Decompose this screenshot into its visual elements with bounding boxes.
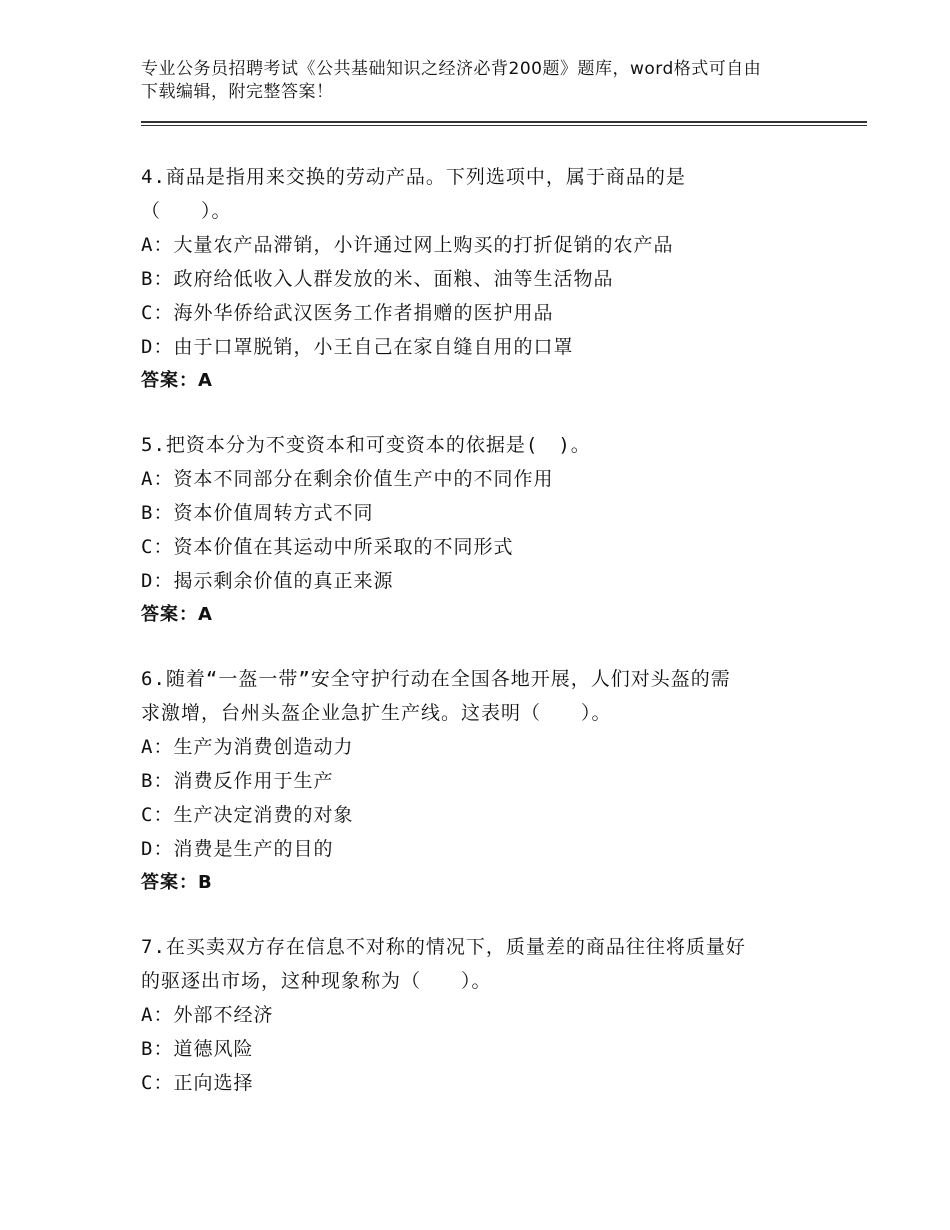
question-block	[141, 930, 821, 1100]
answer-key: 答案：A	[141, 604, 213, 625]
question-block	[141, 428, 821, 632]
answer-option: A：生产为消费创造动力	[141, 736, 354, 758]
answer-option: B：资本价值周转方式不同	[141, 502, 374, 524]
answer-option: B：政府给低收入人群发放的米、面粮、油等生活物品	[141, 268, 614, 290]
answer-option: A：外部不经济	[141, 1004, 274, 1026]
document-header	[141, 58, 811, 104]
answer-option: B：消费反作用于生产	[141, 770, 334, 792]
question-block	[141, 662, 821, 900]
question-list	[141, 160, 821, 1130]
question-stem: 5.把资本分为不变资本和可变资本的依据是( )。	[141, 434, 591, 456]
answer-option: A：大量农产品滞销，小许通过网上购买的打折促销的农产品	[141, 234, 674, 256]
answer-key: 答案：A	[141, 370, 213, 391]
question-stem: （ ）。	[141, 200, 232, 222]
answer-option: C：海外华侨给武汉医务工作者捐赠的医护用品	[141, 302, 554, 324]
header-line-1: 专业公务员招聘考试《公共基础知识之经济必背200题》题库，word格式可自由	[141, 59, 762, 79]
question-block	[141, 160, 821, 398]
question-stem: 的驱逐出市场，这种现象称为（ ）。	[141, 970, 492, 992]
answer-option: D：揭示剩余价值的真正来源	[141, 570, 394, 592]
answer-option: C：资本价值在其运动中所采取的不同形式	[141, 536, 514, 558]
question-stem: 4.商品是指用来交换的劳动产品。下列选项中，属于商品的是	[141, 166, 686, 188]
answer-option: D：由于口罩脱销，小王自己在家自缝自用的口罩	[141, 336, 574, 358]
header-divider-thin	[141, 125, 867, 126]
answer-option: B：道德风险	[141, 1038, 254, 1060]
answer-option: A：资本不同部分在剩余价值生产中的不同作用	[141, 468, 554, 490]
question-stem: 7.在买卖双方存在信息不对称的情况下，质量差的商品往往将质量好	[141, 936, 746, 958]
answer-option: C：生产决定消费的对象	[141, 804, 354, 826]
question-stem: 6.随着“一盔一带”安全守护行动在全国各地开展，人们对头盔的需	[141, 668, 731, 690]
answer-option: D：消费是生产的目的	[141, 838, 334, 860]
header-divider-thick	[141, 121, 867, 123]
header-line-2: 下载编辑，附完整答案！	[141, 82, 334, 102]
question-stem: 求激增，台州头盔企业急扩生产线。这表明（ ）。	[141, 702, 612, 724]
answer-option: C：正向选择	[141, 1072, 254, 1094]
answer-key: 答案：B	[141, 872, 213, 893]
